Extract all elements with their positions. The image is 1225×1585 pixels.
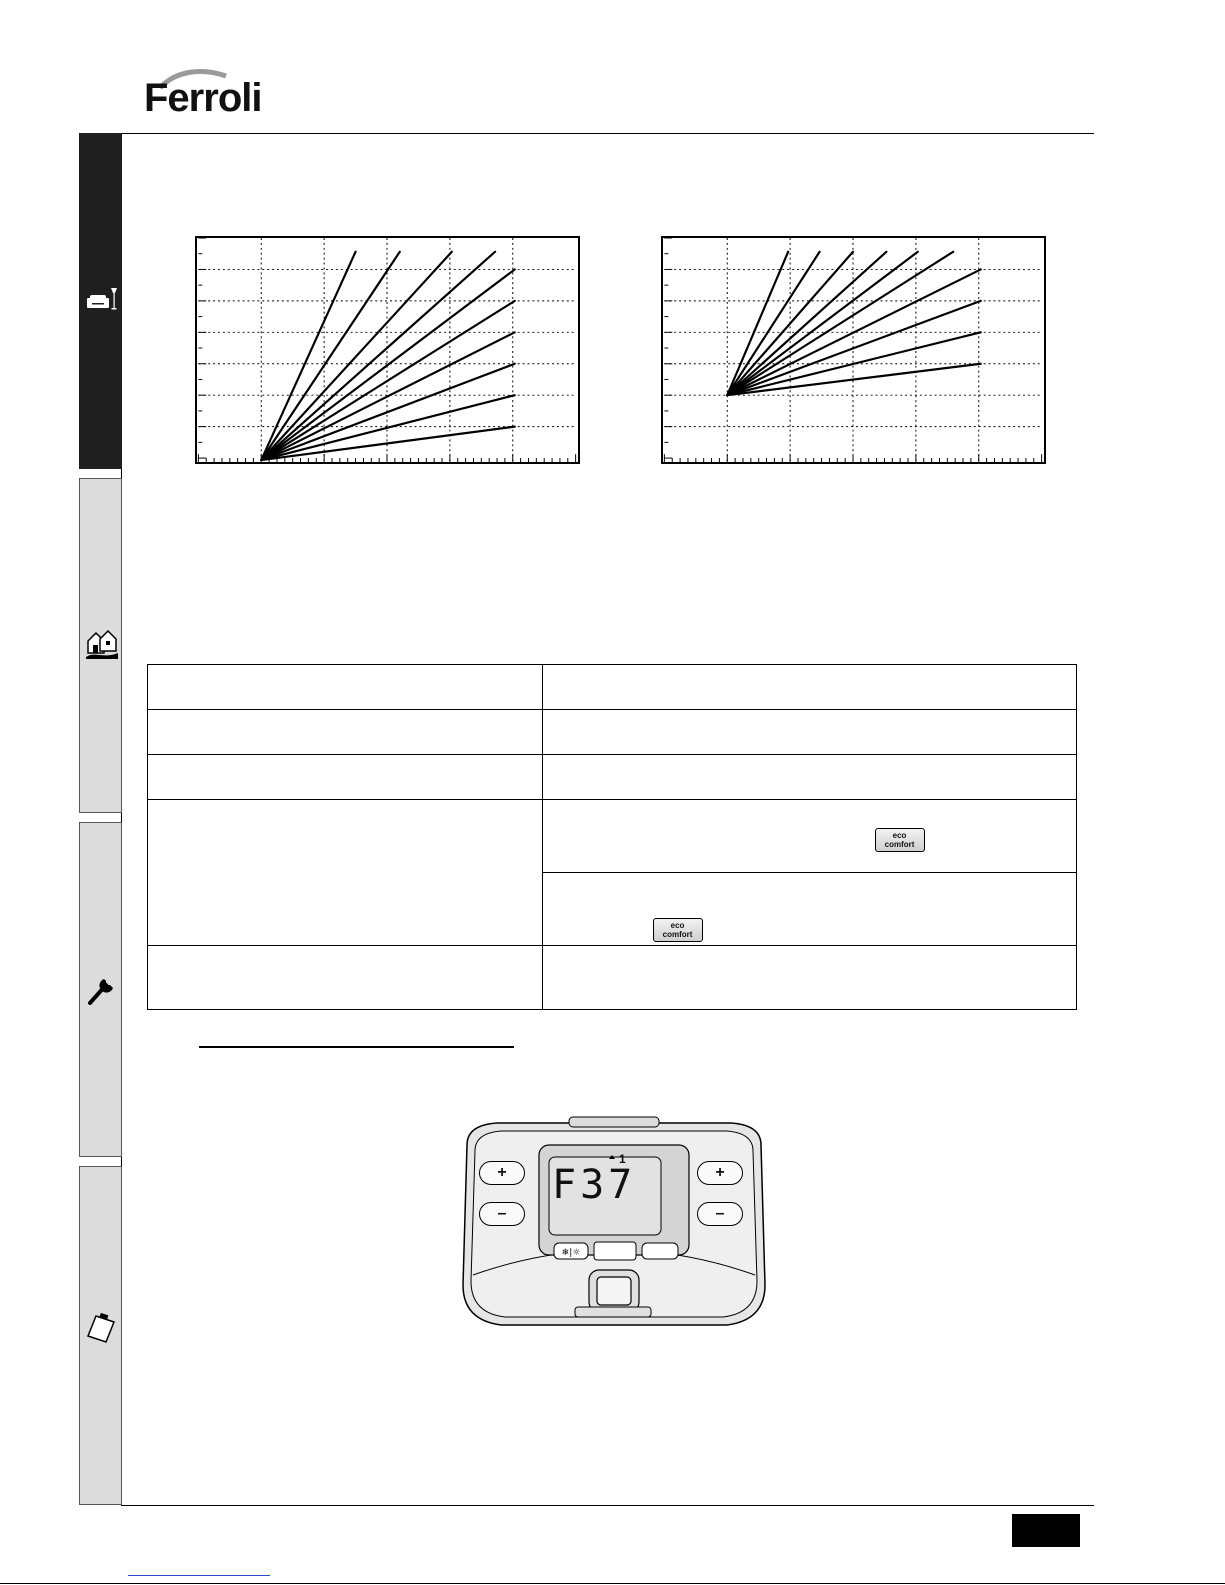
table-cell: [148, 755, 543, 800]
table-cell: [542, 710, 1076, 755]
curve-lines-right: [727, 252, 980, 395]
clipboard-icon: [86, 1312, 118, 1344]
header-rule: [121, 133, 1094, 134]
table-cell: [148, 946, 543, 1010]
eco-comfort-button: [875, 828, 925, 852]
table-cell: [542, 755, 1076, 800]
heating-minus-button[interactable]: –: [479, 1202, 525, 1226]
curve-line: [261, 252, 452, 460]
ferroli-logo: [144, 68, 262, 120]
wrench-icon: [86, 973, 118, 1005]
tab-user-section[interactable]: [79, 133, 122, 469]
sofa-lamp-icon: [86, 284, 118, 316]
table-cell: [542, 873, 1076, 946]
eco-comfort-button: [653, 918, 703, 942]
heating-plus-button[interactable]: +: [479, 1161, 525, 1185]
tab-installation-section[interactable]: [79, 478, 122, 813]
footer-link-underline[interactable]: [128, 1575, 270, 1576]
logo-wordmark: Ferroli: [144, 76, 262, 120]
lcd-indicator: 1: [619, 1152, 626, 1166]
table-row: [148, 710, 1077, 755]
footer-rule: [121, 1505, 1094, 1506]
table-cell: [148, 665, 543, 710]
heating-curve-chart-left: [195, 236, 580, 464]
dhw-minus-button[interactable]: –: [697, 1202, 743, 1226]
tab-service-section[interactable]: [79, 822, 122, 1157]
curve-line: [261, 301, 514, 460]
table-cell: [148, 800, 543, 946]
table-cell: [542, 800, 1076, 873]
curve-line: [727, 332, 980, 395]
page-number-box: [1012, 1514, 1080, 1547]
section-heading-underline: [199, 1046, 514, 1048]
curve-line: [727, 269, 980, 395]
table-row: [148, 800, 1077, 873]
curve-lines-left: [261, 252, 514, 460]
table-cell: [148, 710, 543, 755]
curve-line: [727, 252, 788, 395]
heating-curve-chart-right: [661, 236, 1046, 464]
boiler-control-panel: [457, 1115, 771, 1335]
house-icon: [86, 627, 118, 659]
eco-label: eco: [892, 831, 907, 840]
dhw-plus-button[interactable]: +: [697, 1161, 743, 1185]
curve-line: [261, 332, 514, 460]
tab-technical-data-section[interactable]: [79, 1166, 122, 1505]
page-bottom-line: [0, 1583, 1225, 1584]
table-cell: [542, 946, 1076, 1010]
curve-line: [727, 364, 980, 395]
table-cell: [542, 665, 1076, 710]
comfort-label: comfort: [884, 840, 915, 849]
table-row: [148, 946, 1077, 1010]
comfort-label: comfort: [662, 930, 693, 939]
table-row: [148, 755, 1077, 800]
eco-label: eco: [670, 921, 685, 930]
curve-line: [727, 252, 918, 395]
svg-text:❄|☼: ❄|☼: [561, 1248, 581, 1258]
table-row: [148, 665, 1077, 710]
parameter-table: [147, 664, 1077, 1010]
lcd-display-code: F37: [552, 1162, 637, 1208]
